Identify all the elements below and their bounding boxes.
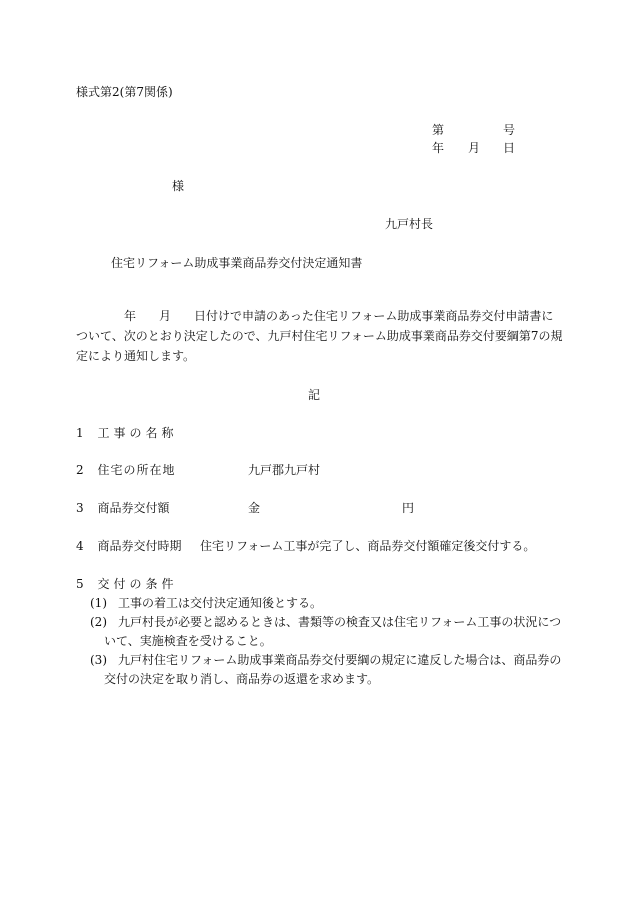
condition-2-line-2: いて、実施検査を受けること。 (104, 634, 272, 648)
item-label: 住宅の所在地 (97, 463, 176, 477)
ki-heading: 記 (308, 388, 321, 402)
item-2 (76, 464, 175, 476)
condition-3-number: (3) (90, 653, 107, 667)
body-month: 月 (159, 309, 172, 323)
condition-2-number: (2) (90, 615, 107, 629)
item-number: 1 (76, 426, 84, 440)
condition-3-line-1: 九戸村住宅リフォーム助成事業商品券交付要綱の規定に違反した場合は、商品券の (118, 653, 562, 667)
item-label: 商品券交付額 (97, 501, 170, 515)
item-2-value: 九戸郡九戸村 (248, 463, 321, 477)
item-label: 工事の名称 (97, 426, 178, 440)
item-1 (76, 427, 177, 439)
addressee-suffix: 様 (172, 179, 185, 193)
body-line-2: ついて、次のとおり決定したので、九戸村住宅リフォーム助成事業商品券交付要綱第7の規 (76, 329, 563, 343)
body-line-3: 定により通知します。 (76, 349, 196, 363)
item-3 (76, 502, 169, 514)
item-label: 商品券交付時期 (97, 539, 182, 553)
item-number: 4 (76, 539, 84, 553)
item-4-value: 住宅リフォーム工事が完了し、商品券交付額確定後交付する。 (200, 539, 536, 553)
body-paragraph (76, 306, 563, 366)
item-5 (76, 578, 177, 590)
item-3-value: 金 (248, 501, 261, 515)
item-label: 交付の条件 (97, 577, 178, 591)
item-number: 2 (76, 463, 84, 477)
document-title: 住宅リフォーム助成事業商品券交付決定通知書 (111, 256, 363, 270)
condition-1-text: 工事の着工は交付決定通知後とする。 (118, 596, 323, 610)
form-label: 様式第2(第7関係) (76, 85, 173, 99)
item-number: 3 (76, 501, 84, 515)
body-line-1-text: 日付けで申請のあった住宅リフォーム助成事業商品券交付申請書に (194, 309, 554, 323)
condition-3-line-2: 交付の決定を取り消し、商品券の返還を求めます。 (104, 672, 380, 686)
date-day: 日 (503, 141, 516, 155)
body-year: 年 (124, 309, 137, 323)
condition-2-line-1: 九戸村長が必要と認めるときは、書類等の検査又は住宅リフォーム工事の状況につ (118, 615, 562, 629)
body-line-1 (76, 306, 554, 326)
condition-1-number: (1) (90, 596, 107, 610)
item-3-unit: 円 (402, 501, 415, 515)
date-month: 月 (468, 141, 481, 155)
issuer: 九戸村長 (385, 217, 434, 231)
item-4 (76, 540, 181, 552)
document-number-suffix: 号 (503, 123, 516, 137)
document-number-prefix: 第 (432, 123, 445, 137)
date-year: 年 (432, 141, 445, 155)
item-number: 5 (76, 577, 84, 591)
